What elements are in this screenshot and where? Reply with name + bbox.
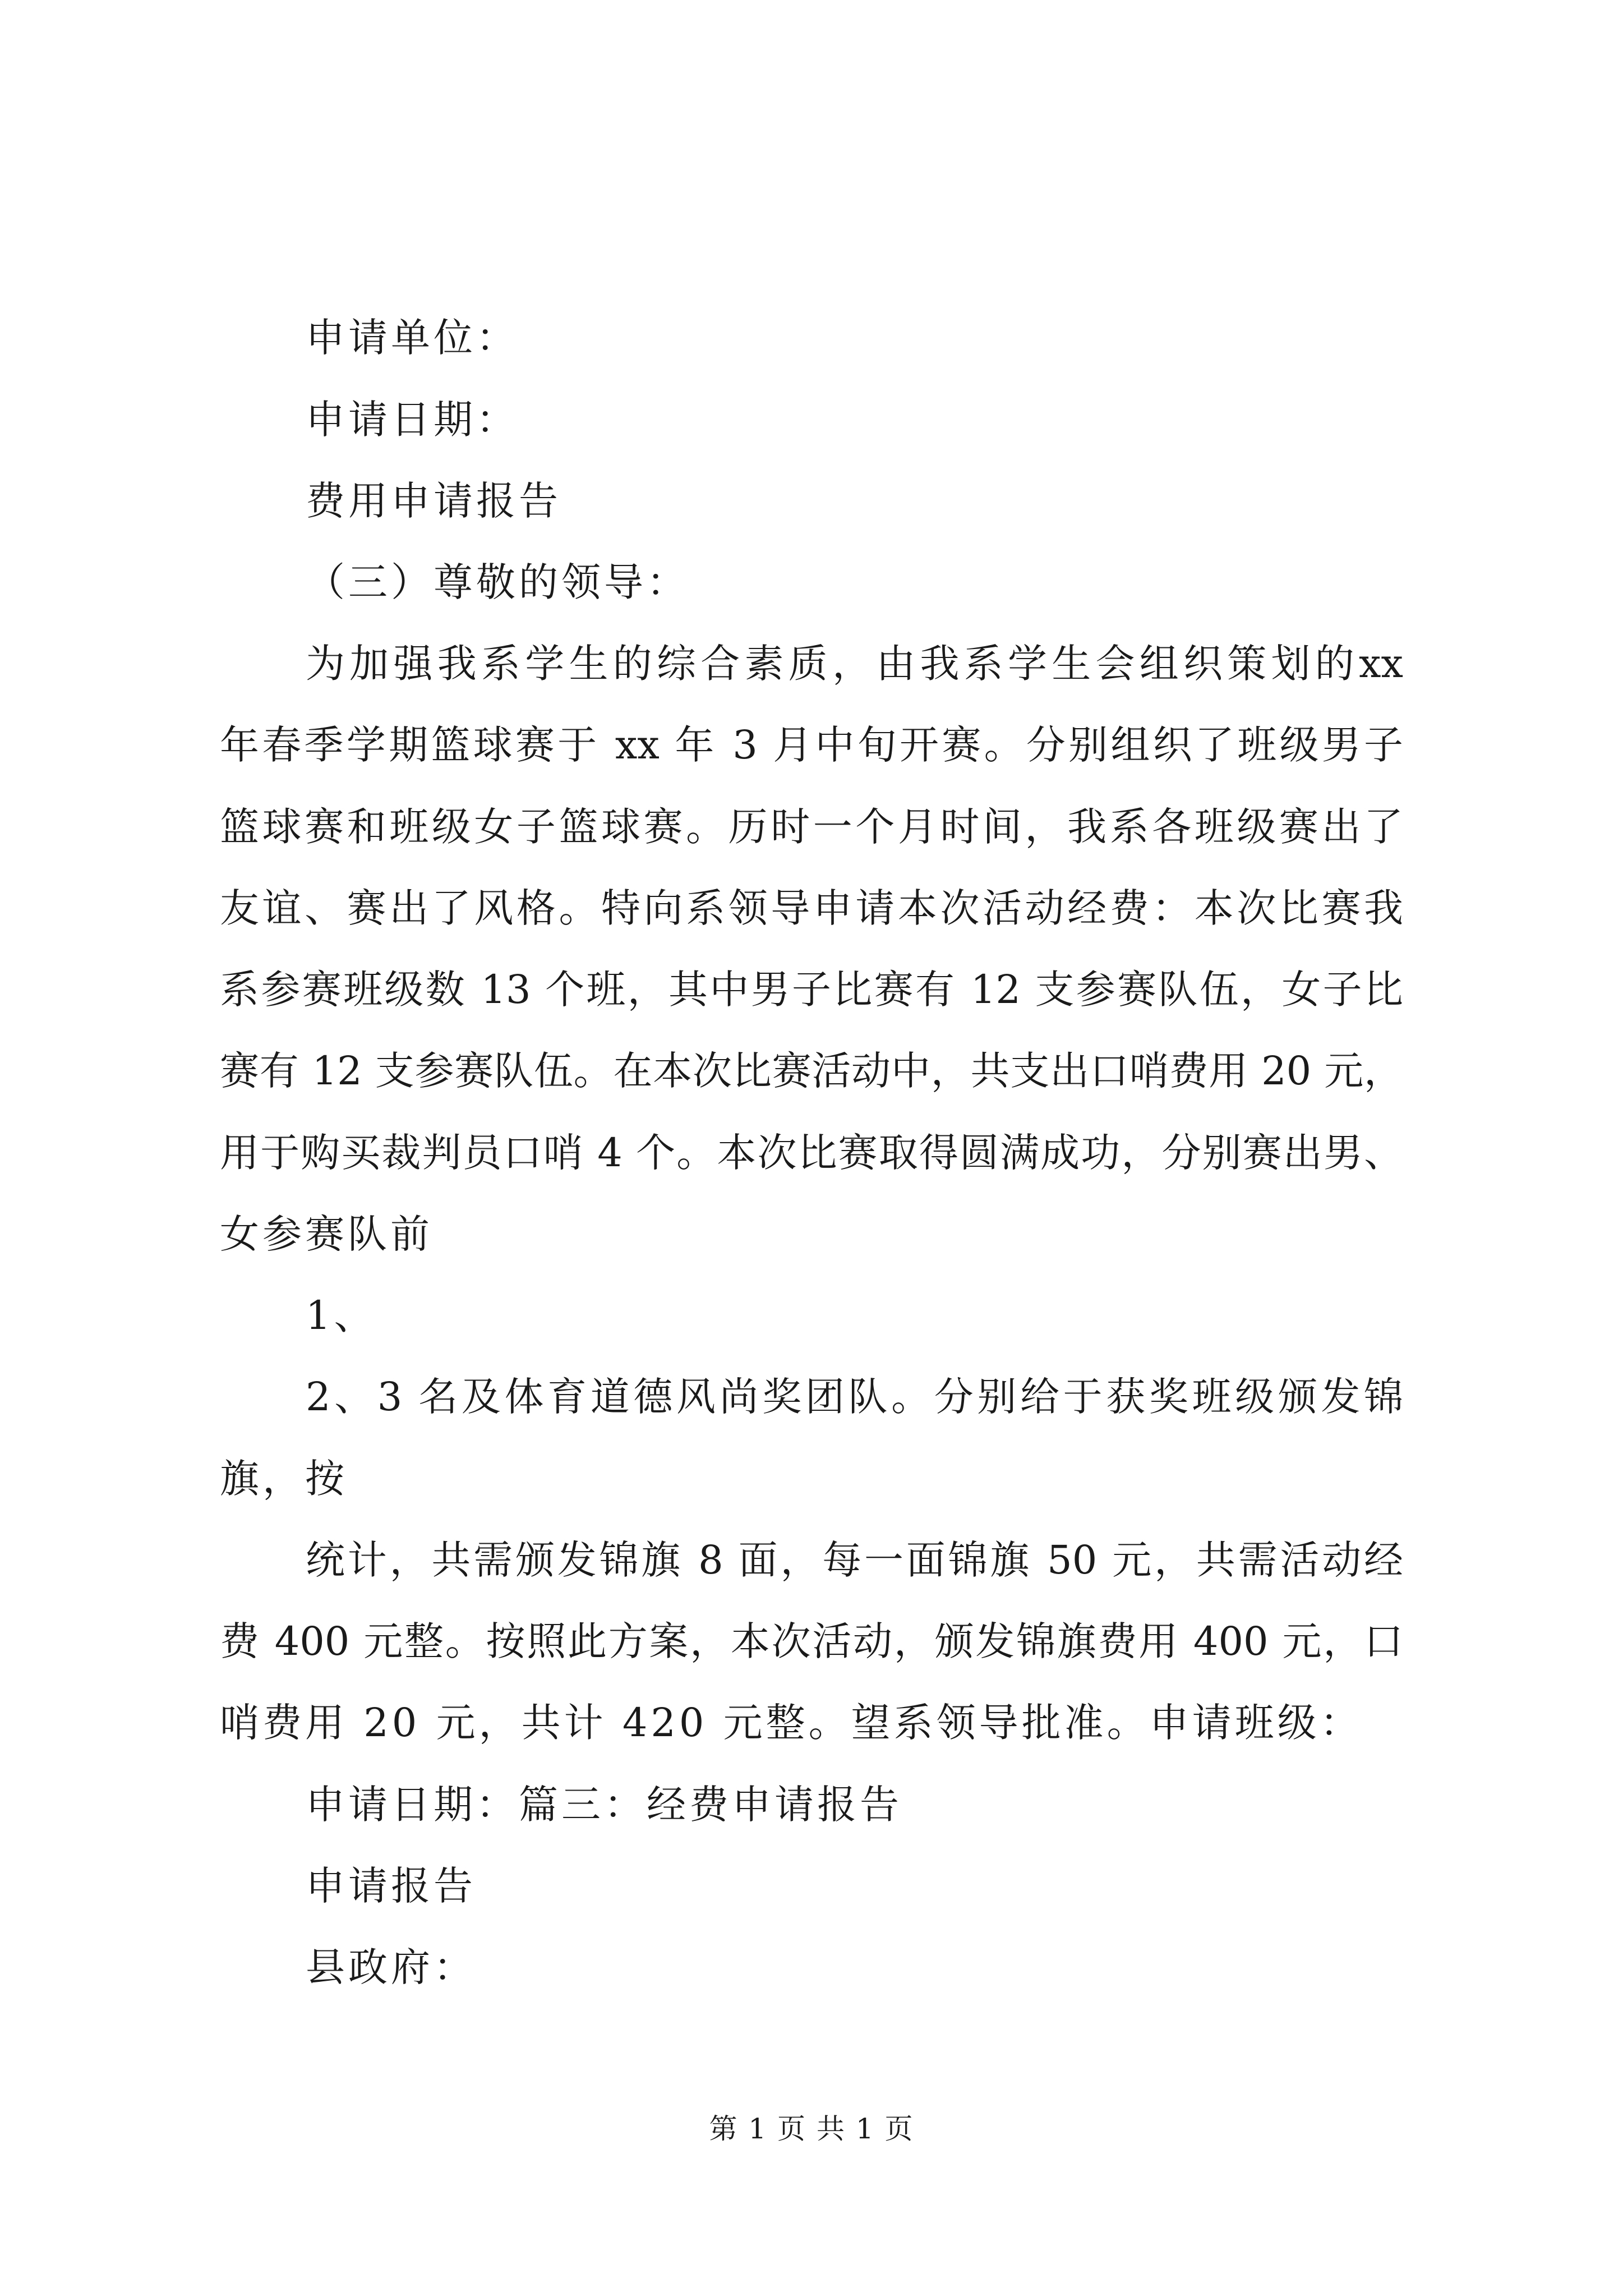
list-item-1: 1、 bbox=[306, 1292, 377, 1338]
body-paragraph-line: 女参赛队前 bbox=[220, 1211, 433, 1257]
application-date-line: 申请日期：篇三：经费申请报告 bbox=[306, 1782, 902, 1828]
body-paragraph-line: 统计，共需颁发锦旗 8 面，每一面锦旗 50 元，共需活动经 bbox=[306, 1537, 1403, 1583]
body-paragraph-line: 友谊、赛出了风格。特向系领导申请本次活动经费：本次比赛我 bbox=[220, 885, 1403, 931]
body-paragraph-line: 年春季学期篮球赛于 xx 年 3 月中旬开赛。分别组织了班级男子 bbox=[220, 722, 1403, 768]
body-paragraph-line: 赛有 12 支参赛队伍。在本次比赛活动中，共支出口哨费用 20 元， bbox=[220, 1048, 1403, 1094]
page-footer: 第 1 页 共 1 页 bbox=[709, 2113, 914, 2145]
report-title: 申请报告 bbox=[306, 1863, 476, 1909]
body-paragraph-line: 篮球赛和班级女子篮球赛。历时一个月时间，我系各班级赛出了 bbox=[220, 804, 1403, 850]
body-paragraph-line: 用于购买裁判员口哨 4 个。本次比赛取得圆满成功，分别赛出男、 bbox=[220, 1130, 1403, 1176]
body-paragraph-line: 旗，按 bbox=[220, 1456, 348, 1502]
applicant-unit-line: 申请单位： bbox=[306, 315, 519, 361]
body-paragraph-line: 为加强我系学生的综合素质，由我系学生会组织策划的xx bbox=[306, 641, 1403, 687]
body-paragraph-line: 哨费用 20 元，共计 420 元整。望系领导批准。申请班级： bbox=[220, 1700, 1363, 1746]
salutation-line: （三）尊敬的领导： bbox=[306, 559, 689, 605]
body-paragraph-line: 系参赛班级数 13 个班，其中男子比赛有 12 支参赛队伍，女子比 bbox=[220, 967, 1403, 1013]
application-date-line: 申请日期： bbox=[306, 397, 519, 443]
body-paragraph-line: 费 400 元整。按照此方案，本次活动，颁发锦旗费用 400 元，口 bbox=[220, 1618, 1403, 1664]
section-title: 费用申请报告 bbox=[306, 478, 561, 524]
list-item-2: 2、3 名及体育道德风尚奖团队。分别给于获奖班级颁发锦 bbox=[306, 1374, 1403, 1420]
recipient-line: 县政府： bbox=[306, 1944, 476, 1990]
